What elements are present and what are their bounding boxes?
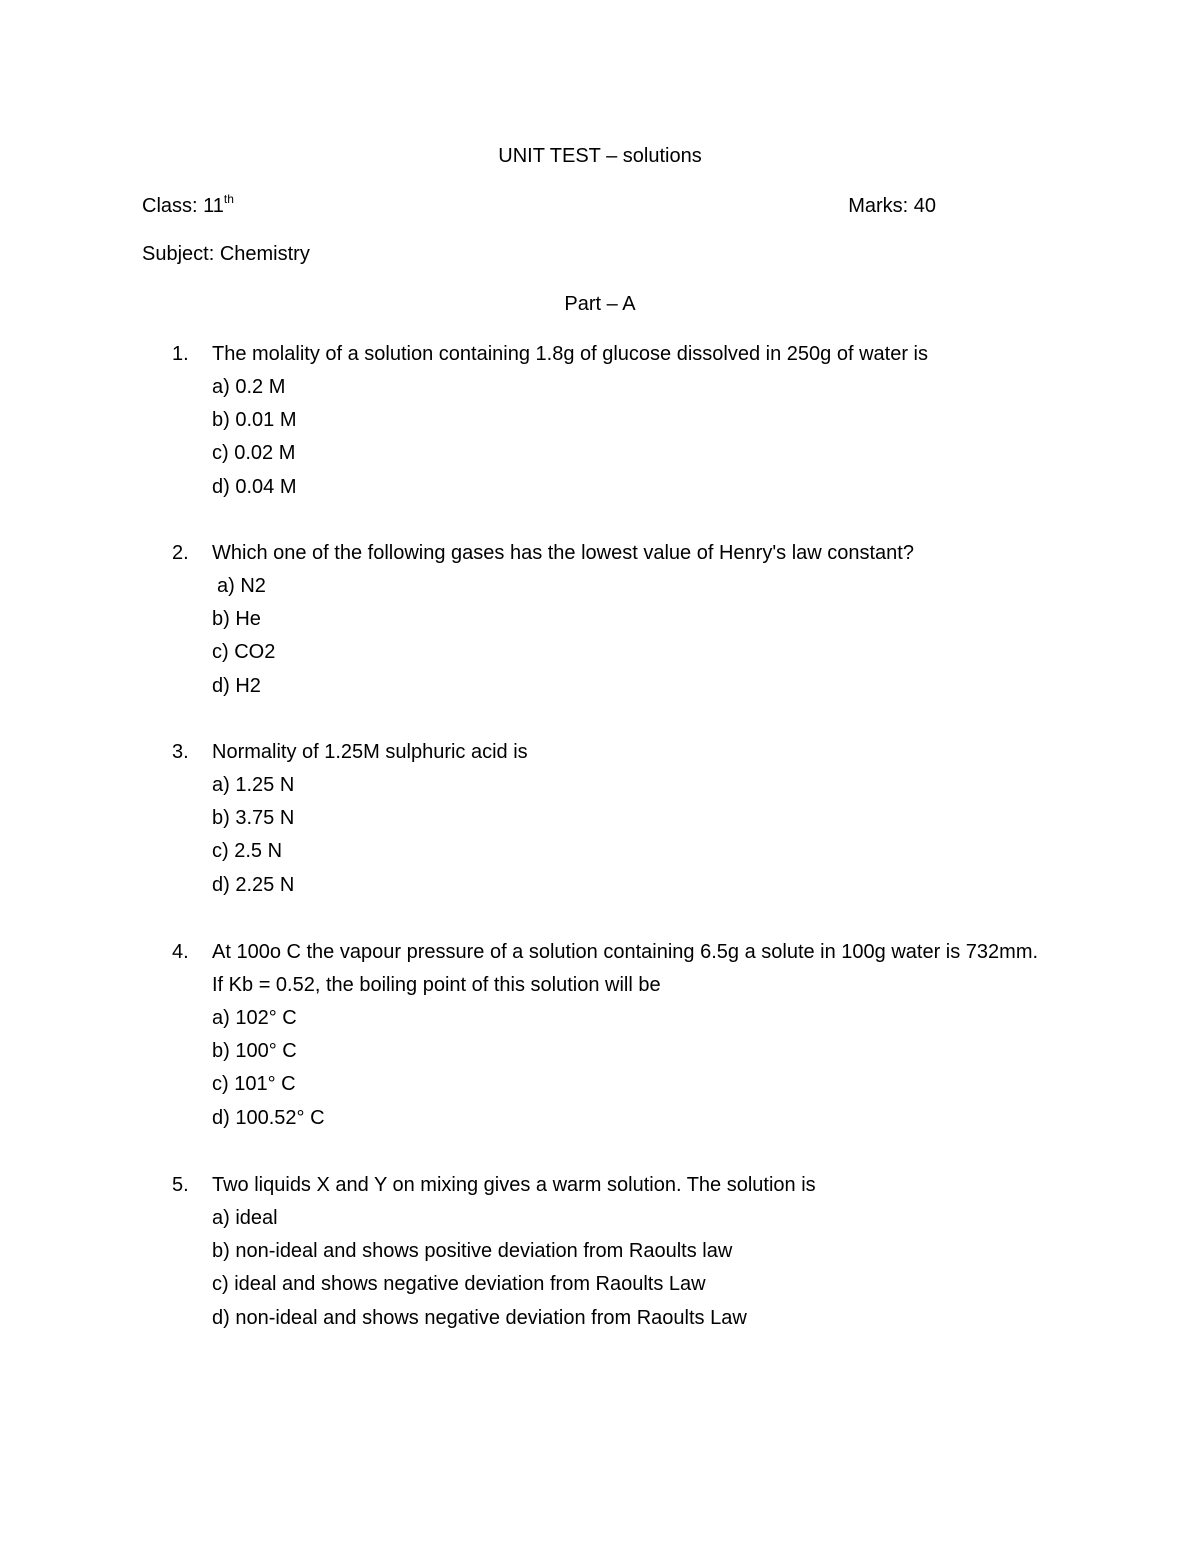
option-c: c) 0.02 M bbox=[212, 442, 296, 465]
document-title: UNIT TEST – solutions bbox=[498, 145, 702, 167]
question-number: 2. bbox=[172, 542, 189, 564]
question-text: At 100o C the vapour pressure of a solution containing 6.5g a solute in 100g water is 732mm. If Kb = 0.52, the boiling point of this solution will be bbox=[212, 941, 1039, 996]
option-b: b) 100° C bbox=[212, 1040, 297, 1063]
question-4 bbox=[172, 936, 1052, 1135]
question-number: 1. bbox=[172, 343, 189, 365]
question-body bbox=[212, 537, 1052, 703]
question-body bbox=[212, 1169, 1052, 1335]
option-d: d) 0.04 M bbox=[212, 475, 297, 498]
question-number: 4. bbox=[172, 941, 189, 963]
question-1 bbox=[172, 338, 1052, 504]
question-body bbox=[212, 338, 1052, 504]
question-body bbox=[212, 736, 1052, 902]
option-b: b) He bbox=[212, 608, 261, 631]
question-5 bbox=[172, 1169, 1052, 1335]
option-b: b) 3.75 N bbox=[212, 807, 295, 830]
question-3 bbox=[172, 736, 1052, 902]
option-a: a) ideal bbox=[212, 1207, 278, 1229]
option-d: d) non-ideal and shows negative deviation from Raoults Law bbox=[212, 1306, 747, 1329]
option-c: c) CO2 bbox=[212, 641, 276, 664]
question-text: Which one of the following gases has the lowest value of Henry's law constant? bbox=[212, 542, 914, 564]
option-d: d) 100.52° C bbox=[212, 1106, 325, 1129]
class-info bbox=[142, 192, 234, 217]
question-2 bbox=[172, 537, 1052, 703]
class-superscript: th bbox=[223, 192, 234, 206]
option-a: a) 102° C bbox=[212, 1007, 297, 1029]
option-c: c) ideal and shows negative deviation from Raoults Law bbox=[212, 1273, 706, 1296]
class-label: Class: 11 bbox=[142, 195, 224, 217]
part-heading: Part – A bbox=[564, 293, 636, 315]
option-c: c) 2.5 N bbox=[212, 840, 283, 863]
option-a: a) N2 bbox=[217, 575, 266, 597]
question-text: Two liquids X and Y on mixing gives a warm solution. The solution is bbox=[212, 1174, 816, 1196]
question-body bbox=[212, 936, 1052, 1135]
option-a: a) 1.25 N bbox=[212, 774, 295, 796]
header-meta-row bbox=[142, 192, 936, 220]
subject-info: Subject: Chemistry bbox=[142, 243, 310, 265]
option-b: b) non-ideal and shows positive deviation from Raoults law bbox=[212, 1240, 733, 1263]
option-d: d) H2 bbox=[212, 674, 261, 697]
question-number: 3. bbox=[172, 741, 189, 763]
question-text: The molality of a solution containing 1.8g of glucose dissolved in 250g of water is bbox=[212, 343, 928, 365]
option-d: d) 2.25 N bbox=[212, 873, 295, 896]
option-b: b) 0.01 M bbox=[212, 409, 297, 432]
marks-info: Marks: 40 bbox=[848, 195, 936, 217]
option-a: a) 0.2 M bbox=[212, 376, 286, 398]
question-number: 5. bbox=[172, 1174, 189, 1196]
option-c: c) 101° C bbox=[212, 1073, 296, 1096]
question-text: Normality of 1.25M sulphuric acid is bbox=[212, 741, 528, 763]
